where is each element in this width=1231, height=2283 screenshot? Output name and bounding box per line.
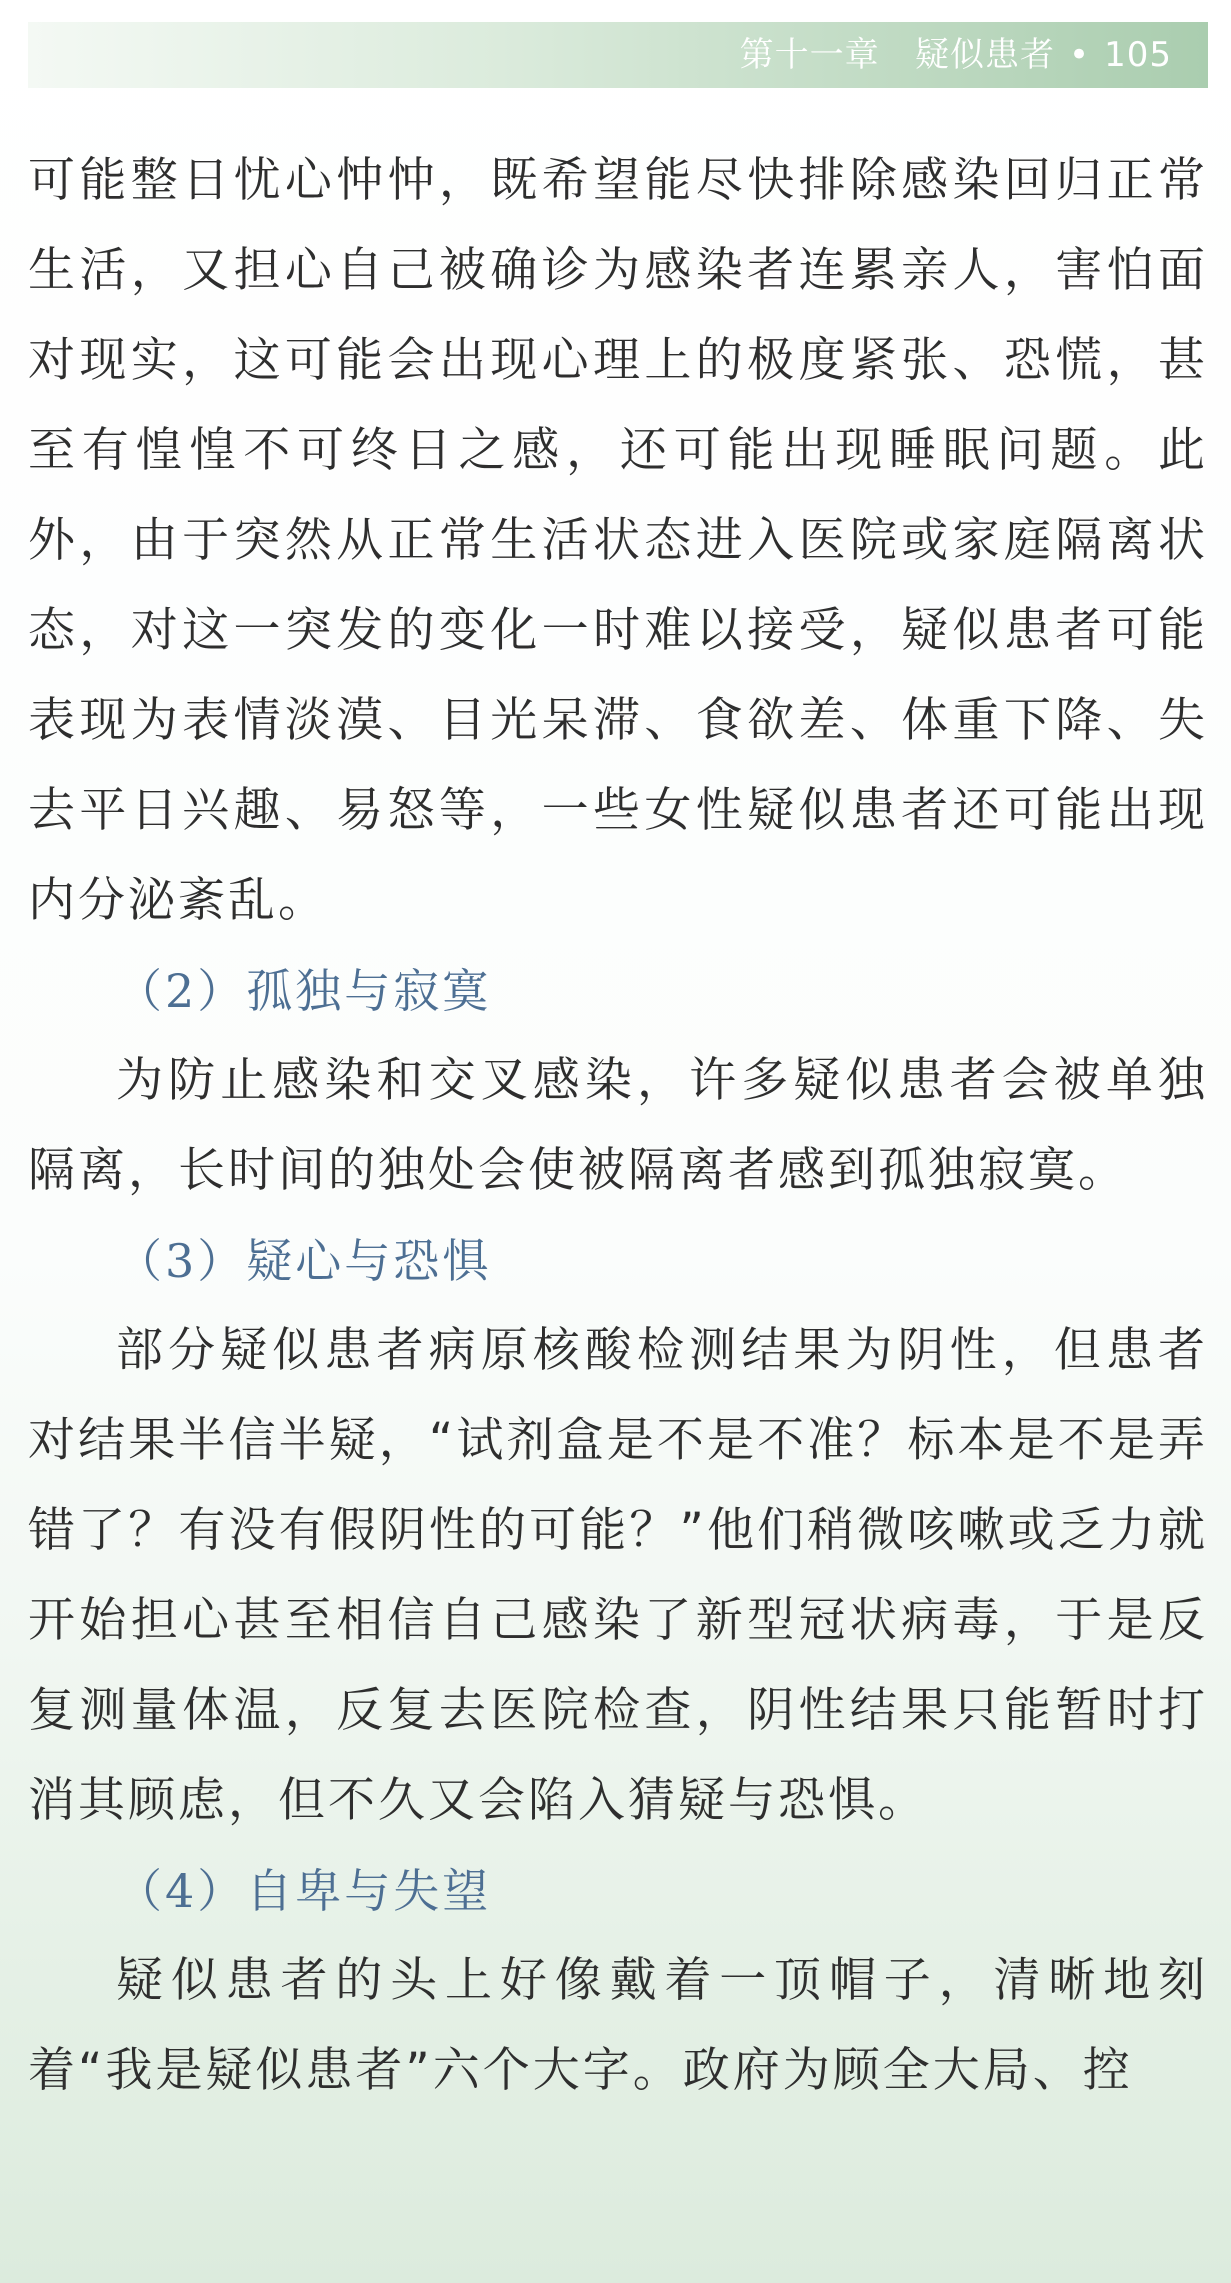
- page-number: 105: [1104, 35, 1172, 75]
- section-heading-loneliness: （2）孤独与寂寞: [116, 964, 492, 1018]
- chapter-title: 疑似患者: [915, 35, 1056, 75]
- page-body: [28, 136, 1208, 2116]
- paragraph-suspicion: 部分疑似患者病原核酸检测结果为阴性，但患者对结果半信半疑，“试剂盒是不是不准？标本是不是弄错了？有没有假阴性的可能？”他们稍微咳嗽或乏力就开始担心甚至相信自己感染了新型冠状病毒，于是反复测量体温，反复去医院检查，阴性结果只能暂时打消其顾虑，但不久又会陷入猜疑与恐惧。: [28, 1323, 1208, 1828]
- paragraph-inferiority: 疑似患者的头上好像戴着一顶帽子，清晰地刻着“我是疑似患者”六个大字。政府为顾全大局、控: [28, 1953, 1208, 2098]
- running-header: [28, 22, 1208, 88]
- paragraph-continued: 可能整日忧心忡忡，既希望能尽快排除感染回归正常生活，又担心自己被确诊为感染者连累亲人，害怕面对现实，这可能会出现心理上的极度紧张、恐慌，甚至有惶惶不可终日之感，还可能出现睡眠问题。此外，由于突然从正常生活状态进入医院或家庭隔离状态，对这一突发的变化一时难以接受，疑似患者可能表现为表情淡漠、目光呆滞、食欲差、体重下降、失去平日兴趣、易怒等，一些女性疑似患者还可能出现内分泌紊乱。: [28, 153, 1208, 928]
- section-heading-suspicion: （3）疑心与恐惧: [116, 1234, 492, 1288]
- paragraph-loneliness: 为防止感染和交叉感染，许多疑似患者会被单独隔离，长时间的独处会使被隔离者感到孤独寂寞。: [28, 1053, 1208, 1198]
- header-separator: •: [1069, 35, 1091, 75]
- running-header-text: [740, 22, 1172, 88]
- chapter-label: 第十一章: [739, 35, 880, 75]
- section-heading-inferiority: （4）自卑与失望: [116, 1864, 492, 1918]
